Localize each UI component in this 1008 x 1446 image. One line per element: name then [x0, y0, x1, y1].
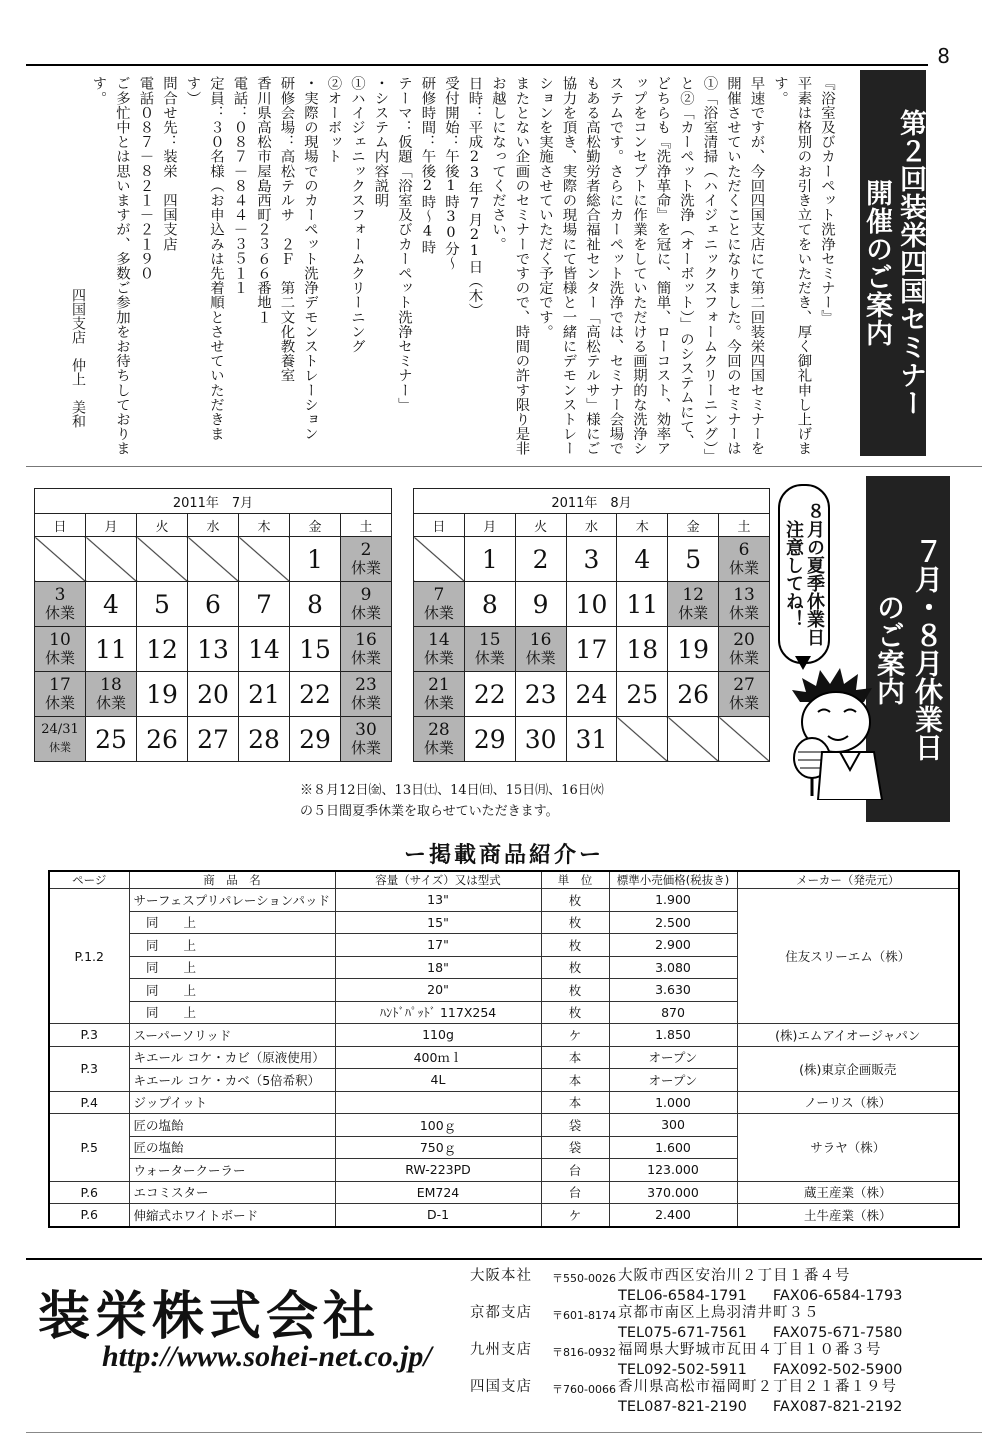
product-unit: 袋: [541, 1114, 609, 1137]
calendar-day-cell: 21: [239, 672, 290, 717]
calendar-day-cell: 29: [290, 717, 341, 762]
seminar-title-line-2: 開催のご案内: [861, 179, 892, 347]
holiday-label: 休業: [350, 649, 381, 667]
day-number: 15: [478, 630, 501, 650]
product-size: [335, 1091, 541, 1114]
product-price: 1.000: [609, 1091, 737, 1114]
product-unit: 本: [541, 1069, 609, 1092]
product-price: 2.900: [609, 934, 737, 957]
product-price: 3.630: [609, 979, 737, 1002]
day-number: 13: [733, 585, 755, 605]
product-page: P.6: [49, 1204, 129, 1227]
calendar-day-cell: 26: [137, 717, 188, 762]
note-line-1: ※８月12日㈮、13日㈯、14日㈰、15日㈪、16日㈫: [300, 783, 604, 798]
calendar-week-row: [414, 537, 770, 582]
calendar-day-cell: 6: [188, 582, 239, 627]
day-number: 16: [355, 630, 377, 650]
branch-tel: TEL075-671-7561: [618, 1324, 747, 1341]
calendar-holiday-cell: [35, 582, 86, 627]
calendar-day-cell: 25: [86, 717, 137, 762]
seminar-paragraph: 『浴室及びカーペット洗浄セミナー』: [819, 76, 835, 325]
calendar-day-cell: 9: [515, 582, 566, 627]
col-maker: メーカー（発売元）: [737, 871, 959, 889]
weekday-header: 日: [414, 514, 465, 537]
day-number: 23: [355, 675, 377, 695]
product-row: [49, 1024, 959, 1047]
seminar-paragraph: 電話０８７－８２１－２１９０: [137, 76, 154, 281]
product-maker: (株)エムアイオージャパン: [737, 1024, 959, 1047]
calendar-empty-cell: [414, 537, 465, 582]
calendar-holiday-cell: [515, 627, 566, 672]
product-price: オープン: [609, 1046, 737, 1069]
page-number: 8: [937, 44, 950, 68]
calendar-week-row: [35, 672, 392, 717]
holiday-label: 休業: [474, 649, 505, 667]
product-row: [49, 1181, 959, 1204]
calendar-day-cell: 28: [239, 717, 290, 762]
calendar-day-cell: 7: [239, 582, 290, 627]
weekday-header: 水: [188, 514, 239, 537]
holiday-label: 休業: [423, 604, 454, 622]
day-number: 28: [428, 720, 450, 740]
product-size: 110g: [335, 1024, 541, 1047]
calendar-day-cell: 5: [668, 537, 719, 582]
product-maker: サラヤ（株）: [737, 1114, 959, 1182]
product-price: 870: [609, 1001, 737, 1024]
seminar-paragraph: 平素は格別のお引き立てをいただき、厚く御礼申し上げます。: [772, 76, 812, 456]
seminar-paragraph: またとない企画のセミナーですので、時間の許す限り是非お越しになってください。: [490, 76, 530, 456]
weekday-header: 日: [35, 514, 86, 537]
product-unit: 枚: [541, 979, 609, 1002]
seminar-paragraph: ご多忙中とは思いますが、多数ご参加をお待ちしております。: [90, 76, 130, 456]
calendar-day-cell: 29: [464, 717, 515, 762]
calendar-week-row: [35, 582, 392, 627]
product-unit: 枚: [541, 911, 609, 934]
product-size: EM724: [335, 1181, 541, 1204]
calendar-empty-cell: [617, 717, 668, 762]
product-price: 3.080: [609, 956, 737, 979]
holiday-label: 休業: [729, 649, 760, 667]
calendar-week-row: [414, 582, 770, 627]
calendar-day-cell: 4: [617, 537, 668, 582]
day-number: 24/31: [41, 722, 79, 737]
branch-contact-row: [470, 1325, 902, 1343]
product-size: RW-223PD: [335, 1159, 541, 1182]
products-heading: ー掲載商品紹介ー: [403, 842, 604, 868]
top-divider: [26, 64, 928, 66]
branch-tel: TEL092-502-5911: [618, 1361, 747, 1378]
calendar-week-row: [414, 672, 770, 717]
seminar-title-banner: [860, 70, 926, 456]
calendar-day-cell: 1: [290, 537, 341, 582]
branch-zip: 〒601-8174: [552, 1309, 616, 1322]
holiday-label: 休業: [44, 604, 75, 622]
calendar-day-cell: 11: [617, 582, 668, 627]
product-maker: 住友スリーエム（株）: [737, 889, 959, 1024]
product-page: P.3: [49, 1046, 129, 1091]
col-size: 容量（サイズ）又は型式: [335, 871, 541, 889]
holiday-label: 休業: [350, 739, 381, 757]
branch-tel: TEL06-6584-1791: [618, 1287, 747, 1304]
day-number: 20: [733, 630, 755, 650]
weekday-header: 金: [668, 514, 719, 537]
seminar-paragraph: テーマ：仮題「浴室及びカーペット洗浄セミナー」: [396, 76, 412, 412]
weekday-header: 月: [464, 514, 515, 537]
seminar-paragraph: ・システム内容説明: [372, 76, 389, 208]
seminar-paragraph: ・実際の現場でのカーペット洗浄デモンストレーション: [302, 76, 318, 441]
branch-fax: FAX06-6584-1793: [772, 1287, 903, 1304]
day-number: 6: [738, 540, 750, 560]
seminar-paragraph: 定員：３０名様（お申込みは先着順とさせていただきます）: [184, 76, 224, 441]
product-name: サーフェスプリパレーションパッド: [129, 889, 335, 912]
calendar-day-cell: 31: [566, 717, 617, 762]
calendar-caption: 2011年 7月: [35, 489, 392, 514]
calendar-holiday-cell: [719, 627, 770, 672]
product-unit: 枚: [541, 889, 609, 912]
product-name: 同 上: [129, 1001, 335, 1024]
product-price: 1.850: [609, 1024, 737, 1047]
branch-fax: FAX087-821-2192: [772, 1398, 903, 1415]
branch-name: 九州支店: [470, 1342, 532, 1358]
calendar-holiday-cell: [35, 672, 86, 717]
calendar-week-row: [414, 717, 770, 762]
holiday-label: 休業: [350, 559, 381, 577]
product-price: オープン: [609, 1069, 737, 1092]
calendar-caption: 2011年 8月: [414, 489, 770, 514]
calendar-holiday-cell: [719, 582, 770, 627]
branch-contact-row: [470, 1362, 902, 1380]
holiday-label: 休業: [678, 604, 709, 622]
holiday-title-line-1: ７月・８月休業日: [911, 537, 944, 761]
product-maker: ノーリス（株）: [737, 1091, 959, 1114]
branch-address-row: [470, 1379, 902, 1399]
product-name: 同 上: [129, 956, 335, 979]
branch-address: 香川県高松市福岡町２丁目２１番１９号: [618, 1379, 897, 1395]
calendar-holiday-cell: [414, 717, 465, 762]
day-number: 2: [360, 540, 372, 560]
product-unit: ケ: [541, 1204, 609, 1227]
footer-divider: [26, 1258, 982, 1260]
branch-tel: TEL087-821-2190: [618, 1398, 747, 1415]
speech-bubble-line-1: ８月の夏季休業日: [804, 502, 825, 646]
product-size: 750ｇ: [335, 1136, 541, 1159]
product-name: キエール コケ・カベ（5倍希釈）: [129, 1069, 335, 1092]
product-page: P.3: [49, 1024, 129, 1047]
calendar-holiday-cell: [719, 537, 770, 582]
calendar-day-cell: 19: [137, 672, 188, 717]
product-size: 4L: [335, 1069, 541, 1092]
product-size: 100ｇ: [335, 1114, 541, 1137]
product-unit: 枚: [541, 956, 609, 979]
product-unit: 本: [541, 1091, 609, 1114]
col-price: 標準小売価格(税抜き): [609, 871, 737, 889]
weekday-header: 火: [137, 514, 188, 537]
branch-zip: 〒550-0026: [552, 1272, 616, 1285]
day-number: 10: [49, 630, 71, 650]
weekday-header: 木: [617, 514, 668, 537]
holiday-label: 休業: [525, 649, 556, 667]
calendar-empty-cell: [239, 537, 290, 582]
holiday-label: 休業: [350, 694, 381, 712]
branch-name: 京都支店: [470, 1305, 532, 1321]
branch-fax: FAX075-671-7580: [772, 1324, 903, 1341]
branch-contact-row: [470, 1288, 902, 1306]
product-maker: 土牛産業（株）: [737, 1204, 959, 1227]
product-size: D-1: [335, 1204, 541, 1227]
branch-address-row: [470, 1342, 902, 1362]
calendar-day-cell: 3: [566, 537, 617, 582]
calendar-empty-cell: [719, 717, 770, 762]
calendar-day-cell: 13: [188, 627, 239, 672]
product-name: 同 上: [129, 934, 335, 957]
weekday-header: 木: [239, 514, 290, 537]
calendar-week-row: [414, 627, 770, 672]
product-row: [49, 1204, 959, 1227]
calendar-day-cell: 19: [668, 627, 719, 672]
seminar-paragraph: ②オーボット: [325, 76, 342, 164]
calendar-empty-cell: [137, 537, 188, 582]
product-unit: 台: [541, 1181, 609, 1204]
calendar-empty-cell: [188, 537, 239, 582]
weekday-header: 土: [341, 514, 392, 537]
col-unit: 単 位: [541, 871, 609, 889]
day-number: 27: [733, 675, 755, 695]
calendar-day-cell: 20: [188, 672, 239, 717]
product-name: 伸縮式ホワイトボード: [129, 1204, 335, 1227]
day-number: 16: [529, 630, 552, 650]
branch-name: 大阪本社: [470, 1268, 532, 1284]
calendar-holiday-cell: [414, 627, 465, 672]
holiday-label: 休業: [729, 694, 760, 712]
product-name: スーパーソリッド: [129, 1024, 335, 1047]
calendar-week-row: [35, 537, 392, 582]
product-size: 18": [335, 956, 541, 979]
cartoon-boy-illustration: [778, 640, 888, 800]
seminar-paragraph: 研修時間：午後2時～4時: [419, 76, 436, 255]
branch-address-row: [470, 1305, 902, 1325]
calendar-holiday-cell: [414, 672, 465, 717]
holiday-label: 休業: [44, 694, 75, 712]
product-price: 1.600: [609, 1136, 737, 1159]
product-row: [49, 1046, 959, 1069]
product-price: 2.500: [609, 911, 737, 934]
summer-holiday-note: [300, 780, 780, 822]
day-number: 7: [433, 585, 445, 605]
products-table: [48, 870, 960, 1228]
product-size: 17": [335, 934, 541, 957]
product-price: 123.000: [609, 1159, 737, 1182]
calendar-day-cell: 15: [290, 627, 341, 672]
holiday-label: 休業: [729, 559, 760, 577]
seminar-signature: 四国支店 仲上 美和: [70, 288, 86, 428]
calendar-holiday-cell: [414, 582, 465, 627]
seminar-paragraph: 早速ですが、今回四国支店にて第二回装栄四国セミナーを開催させていただくことになりました。今回のセミナーは①「浴室清掃（ハイジェニックスフォームクリーニング）」と②「カーペット洗浄（オーボット）」のシステムにて、どちらも『洗浄革命』を冠に、簡単、ローコスト、効率アップをコンセプトに作業をしていただける画期的な洗浄システムです。さらにカーペット洗浄では、セミナー会場でもある高松勤労者総合福祉センター「高松テルサ」様にご協力を頂き、実際の現場にて皆様と一緒にデモンストレーションを実施させていただく予定です。: [537, 76, 765, 456]
calendar-day-cell: 25: [617, 672, 668, 717]
calendar-day-cell: 1: [464, 537, 515, 582]
calendar-day-cell: 14: [239, 627, 290, 672]
branch-name: 四国支店: [470, 1379, 532, 1395]
holiday-label: 休業: [95, 694, 126, 712]
day-number: 9: [360, 585, 372, 605]
seminar-paragraph: 問合せ先：装栄 四国支店: [161, 76, 177, 252]
day-number: 30: [355, 720, 377, 740]
seminar-paragraph: 日時：平成23年7月21日（木）: [466, 76, 483, 318]
product-name: 匠の塩飴: [129, 1114, 335, 1137]
seminar-paragraph: 研修会場：高松テルサ ２Ｆ 第二文化教養室: [278, 76, 295, 383]
branch-zip: 〒816-0932: [552, 1346, 616, 1359]
product-size: 20": [335, 979, 541, 1002]
branch-fax: FAX092-502-5900: [772, 1361, 903, 1378]
product-page: P.4: [49, 1091, 129, 1114]
calendar-day-cell: 5: [137, 582, 188, 627]
col-page: ページ: [49, 871, 129, 889]
product-size: 15": [335, 911, 541, 934]
calendar-holiday-cell: [86, 672, 137, 717]
weekday-header: 火: [515, 514, 566, 537]
holiday-label: 休業: [49, 741, 71, 754]
calendar-august: [413, 488, 770, 762]
product-name: 匠の塩飴: [129, 1136, 335, 1159]
holiday-label: 休業: [44, 649, 75, 667]
product-row: [49, 1114, 959, 1137]
seminar-paragraph: 受付開始：午後1時30分～: [443, 76, 459, 271]
calendar-empty-cell: [86, 537, 137, 582]
calendar-holiday-cell: [35, 717, 86, 762]
product-page: P.5: [49, 1114, 129, 1182]
product-row: [49, 889, 959, 912]
holiday-label: 休業: [729, 604, 760, 622]
seminar-body: [78, 76, 838, 458]
day-number: 21: [428, 675, 450, 695]
day-number: 3: [54, 585, 66, 605]
calendar-holiday-cell: [35, 627, 86, 672]
weekday-header: 水: [566, 514, 617, 537]
branch-list: [470, 1268, 902, 1416]
holiday-label: 休業: [350, 604, 381, 622]
holiday-label: 休業: [423, 739, 454, 757]
product-name: キエール コケ・カビ（原液使用）: [129, 1046, 335, 1069]
day-number: 14: [428, 630, 450, 650]
calendar-day-cell: 30: [515, 717, 566, 762]
day-number: 12: [682, 585, 704, 605]
product-maker: (株)東京企画販売: [737, 1046, 959, 1091]
product-price: 370.000: [609, 1181, 737, 1204]
product-size: 400ｍｌ: [335, 1046, 541, 1069]
calendar-day-cell: 11: [86, 627, 137, 672]
calendar-july: [34, 488, 392, 762]
product-unit: ケ: [541, 1024, 609, 1047]
holiday-title-line-2: のご案内: [873, 593, 906, 705]
seminar-paragraph: 電話：０８７－８４４－３５１１: [231, 76, 248, 295]
calendar-holiday-cell: [668, 582, 719, 627]
product-name: 同 上: [129, 911, 335, 934]
product-name: ジップイット: [129, 1091, 335, 1114]
calendar-holiday-cell: [719, 672, 770, 717]
calendar-day-cell: 24: [566, 672, 617, 717]
weekday-header: 土: [719, 514, 770, 537]
products-header-row: [49, 871, 959, 889]
calendar-holiday-cell: [341, 672, 392, 717]
calendar-holiday-cell: [341, 717, 392, 762]
calendar-day-cell: 26: [668, 672, 719, 717]
product-name: ウォータークーラー: [129, 1159, 335, 1182]
calendar-empty-cell: [668, 717, 719, 762]
product-name: エコミスター: [129, 1181, 335, 1204]
product-unit: 枚: [541, 934, 609, 957]
product-unit: 本: [541, 1046, 609, 1069]
product-unit: 台: [541, 1159, 609, 1182]
calendar-holiday-cell: [341, 582, 392, 627]
calendar-day-cell: 23: [515, 672, 566, 717]
calendar-day-cell: 8: [464, 582, 515, 627]
product-maker: 蔵王産業（株）: [737, 1181, 959, 1204]
branch-address-row: [470, 1268, 902, 1288]
calendar-week-row: [35, 717, 392, 762]
product-size: ﾊﾝﾄﾞﾊﾟｯﾄﾞ 117X254: [335, 1001, 541, 1024]
calendar-day-cell: 2: [515, 537, 566, 582]
calendar-day-cell: 18: [617, 627, 668, 672]
company-name: 装栄株式会社: [38, 1287, 381, 1347]
calendar-day-cell: 22: [290, 672, 341, 717]
calendar-week-row: [35, 627, 392, 672]
product-size: 13": [335, 889, 541, 912]
seminar-paragraph: 香川県高松市屋島西町２３６６番地１: [255, 76, 271, 325]
calendar-holiday-cell: [464, 627, 515, 672]
calendar-day-cell: 27: [188, 717, 239, 762]
note-line-2: の５日間夏季休業を取らせていただきます。: [300, 804, 559, 819]
bottom-divider: [26, 1432, 982, 1433]
calendar-holiday-cell: [341, 627, 392, 672]
holiday-label: 休業: [423, 694, 454, 712]
product-page: P.6: [49, 1181, 129, 1204]
calendar-day-cell: 17: [566, 627, 617, 672]
day-number: 18: [100, 675, 122, 695]
branch-address: 京都市南区上鳥羽清井町３５: [618, 1305, 820, 1321]
calendar-holiday-cell: [341, 537, 392, 582]
product-row: [49, 1091, 959, 1114]
holiday-label: 休業: [423, 649, 454, 667]
calendar-day-cell: 8: [290, 582, 341, 627]
calendar-day-cell: 12: [137, 627, 188, 672]
product-name: 同 上: [129, 979, 335, 1002]
weekday-header: 金: [290, 514, 341, 537]
calendar-day-cell: 22: [464, 672, 515, 717]
branch-address: 福岡県大野城市瓦田４丁目１０番３号: [618, 1342, 882, 1358]
calendar-day-cell: 4: [86, 582, 137, 627]
product-price: 300: [609, 1114, 737, 1137]
branch-contact-row: [470, 1399, 902, 1417]
col-product-name: 商 品 名: [129, 871, 335, 889]
weekday-header: 月: [86, 514, 137, 537]
seminar-title-line-1: 第２回装栄四国セミナー: [895, 109, 926, 417]
day-number: 17: [49, 675, 71, 695]
calendar-empty-cell: [35, 537, 86, 582]
section-divider: [26, 466, 982, 467]
company-url[interactable]: http://www.sohei-net.co.jp/: [102, 1340, 432, 1373]
speech-bubble: [778, 484, 830, 664]
product-price: 2.400: [609, 1204, 737, 1227]
branch-zip: 〒760-0066: [552, 1383, 616, 1396]
product-page: P.1.2: [49, 889, 129, 1024]
product-unit: 枚: [541, 1001, 609, 1024]
product-price: 1.900: [609, 889, 737, 912]
branch-address: 大阪市西区安治川２丁目１番４号: [618, 1268, 851, 1284]
product-unit: 袋: [541, 1136, 609, 1159]
calendar-day-cell: 10: [566, 582, 617, 627]
seminar-paragraph: ①ハイジェニックスフォームクリーニング: [349, 76, 365, 354]
speech-bubble-line-2: 注意してね！: [783, 520, 804, 628]
